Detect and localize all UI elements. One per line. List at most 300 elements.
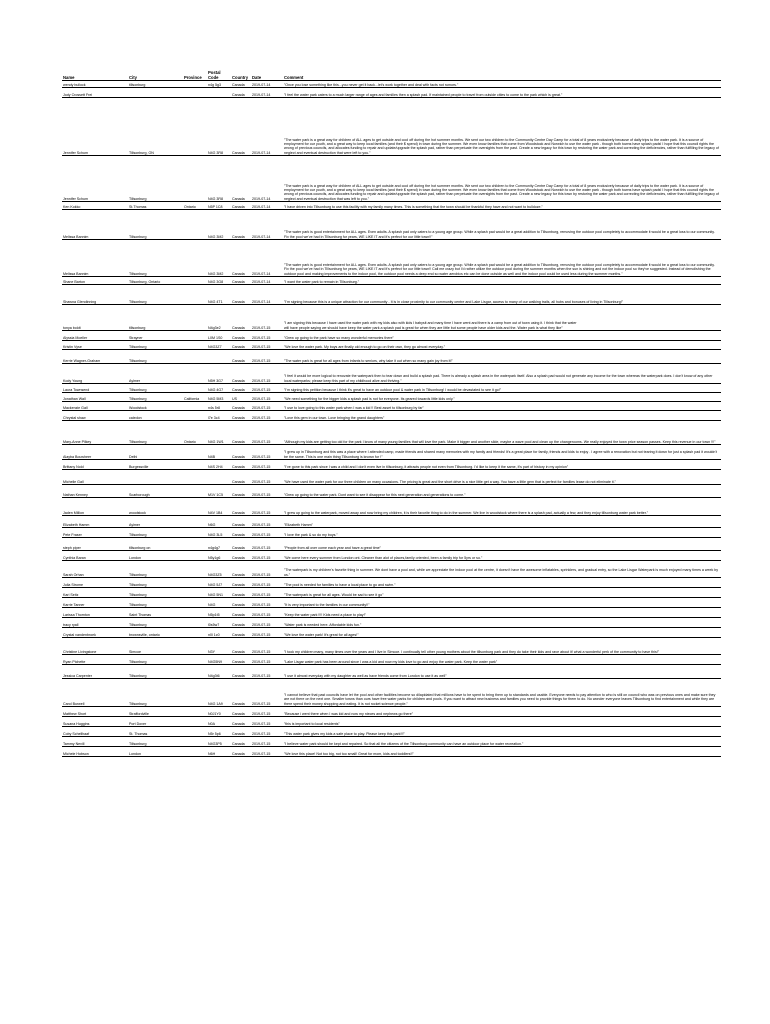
signer-province [183,551,207,561]
signer-comment: "We love the water park! It's great for all ages!" [283,628,721,638]
signature-date: 2019-07-14 [251,156,283,202]
signer-name: wendy bullock [62,81,128,88]
signer-city: Tillsonburg [128,737,183,747]
signer-city: Strayner [128,331,183,341]
signature-date: 2019-07-15 [251,538,283,551]
signer-name: Melissa Bannim [62,210,128,240]
signer-country: Canada [231,618,251,628]
signer-country: Canada [231,285,251,305]
table-row [62,737,721,747]
signer-comment: "I am signing this because I have used the water park with my kids also with kids I babysit and many time I have went and there is a camp from out of town using it. I think that the water will have people saying we should have keep the water park a splash pad is great for when they are little but some people have older kids and the. Water park is what they like" [283,305,721,331]
signature-date: 2019-07-15 [251,655,283,665]
signature-date: 2019-07-14 [251,277,283,285]
signer-comment: "Elizabeth Hamm" [283,516,721,528]
signer-name: Brittany Nold [62,460,128,470]
signer-city [128,88,183,98]
signer-name: Michele Hobson [62,747,128,757]
signature-date: 2019-07-15 [251,516,283,528]
signer-country: Canada [231,717,251,727]
signer-name: Chrystal shaw [62,411,128,421]
signature-date: 2019-07-15 [251,578,283,588]
signature-date: 2019-07-15 [251,551,283,561]
header-country: Country [231,66,251,81]
signer-postal-code: N4G 5J7 [207,578,231,588]
table-row [62,98,721,156]
signer-comment: "I feel it would be more logical to renovate the waterpark then to tear down and build a splash pad. There is already a splash area in the waterpark itself. Also a splash pad would not generate any income for the town whereas the waterpark does. I don't know of any other local waterparks; please keep this part of my childhood alive and thriving." [283,364,721,384]
signature-date: 2019-07-15 [251,707,283,717]
table-row [62,341,721,350]
signer-city: Tillsonburg [128,285,183,305]
signer-postal-code: n4g 5g3 [207,81,231,88]
signature-date: 2019-07-15 [251,350,283,364]
signer-name: Jaden Million [62,498,128,516]
table-row [62,240,721,277]
table-row [62,717,721,727]
signer-city: Tillsonburg [128,528,183,538]
signer-country: Canada [231,470,251,485]
signer-postal-code: N4G [207,598,231,608]
signature-date: 2019-07-15 [251,598,283,608]
signer-name: Tammy Nevill [62,737,128,747]
signer-city: Tillsonburg [128,341,183,350]
signer-province: Ontario [183,202,207,210]
signer-comment: "The water park is a great way for children of ALL ages to get outside and cool off during the hot summer months. We sent our two children to the Community Centre Day Camp for a total of 8 years exclusively because of daily trips to the water park. It is a source of employment for our youth, and a great way to keep local families (and their $ spend) in town during the summer. We even know families that come from Woodstock and Norwich to use the water park - though both towns have splash pads! I hope that this council rights the wrong of previous councils, and allocates funding to repair and update/upgrade the splash pad, rather than perpetuate the oversights from the past. Create a new legacy for this town by restoring the water park and correcting the deficiencies, rather than fulfilling the legacy of neglect and eventual destruction that were left to you." [283,98,721,156]
signer-postal-code: N6G [207,516,231,528]
table-row [62,498,721,516]
signature-date: 2019-07-15 [251,498,283,516]
signer-postal-code: N4g3t6 [207,665,231,679]
signer-comment: "I took my children many, many times over the years and I live in Simcoe. I continually tell other young mothers about the tillsonburg park and they do take their kids and rave about it! what a wonderful perk of the community to have this!" [283,638,721,655]
signer-city: Tillsonburg [128,578,183,588]
signer-name: Kerrie Wagner-Graham [62,350,128,364]
signer-name: Michelle Gall [62,470,128,485]
signature-date: 2019-07-14 [251,285,283,305]
table-row [62,665,721,679]
signer-country: Canada [231,588,251,598]
signer-postal-code: L0M 1S0 [207,331,231,341]
signer-name: Kristin Vyse [62,341,128,350]
signer-country: Canada [231,402,251,411]
signer-name: Alayba Bouwheer [62,445,128,460]
signer-postal-code: N4G5N9 [207,655,231,665]
signer-country: Canada [231,638,251,655]
signer-name: Jessica Carpenter [62,665,128,679]
signer-name: steph piper [62,538,128,551]
signer-country: Canada [231,538,251,551]
signer-comment: "I use to love going to this water park when I was a kid !! Best asset to tillsonburg by far" [283,402,721,411]
signer-comment: "This water park gives my kids a safe place to play. Please keep this park!!!" [283,727,721,737]
signer-name: Pete Fraser [62,528,128,538]
table-row [62,561,721,578]
signer-name: Shawna Glendinning [62,285,128,305]
signer-comment: "Grew up going to the park have so many wonderful memories there" [283,331,721,341]
signature-date: 2019-07-15 [251,727,283,737]
signer-comment: "People from all over come each year and have a great time" [283,538,721,551]
signer-comment: "It is very important to the families in our community!!" [283,598,721,608]
signer-comment: "Grew up going to the water park. Dont want to see it disappear for this next generation and generations to come." [283,485,721,498]
signer-country: Canada [231,421,251,445]
signer-name: Jonathan Wall [62,393,128,402]
signer-province [183,460,207,470]
table-row [62,393,721,402]
signer-city [128,470,183,485]
signer-postal-code: N4G 5N1 [207,588,231,598]
signature-date: 2019-07-15 [251,608,283,618]
signer-city: Tillsonburg [128,588,183,598]
signer-comment: "We come here every summer from London ont. Cleaner than alot of places,family oriented, been a family trip for 5yrs or so." [283,551,721,561]
signature-date: 2019-07-14 [251,202,283,210]
signer-comment: "I have driven into Tillsonburg to use this facility with my family many times. This is something that the town should be thankful they have and not want to bulldoze." [283,202,721,210]
signer-name: Kody Young [62,364,128,384]
signer-name: Shane Barton [62,277,128,285]
table-row [62,421,721,445]
signature-date: 2019-07-15 [251,618,283,628]
signer-province [183,445,207,460]
signer-name: Julia Strome [62,578,128,588]
signer-country: Canada [231,98,251,156]
header-date: Date [251,66,283,81]
signer-country: Canada [231,384,251,393]
signer-comment: "We love the water park. My boys are finally old enough to go on their own, they go almost everyday." [283,341,721,350]
header-province: Province [183,66,207,81]
signer-name: tracy ryall [62,618,128,628]
signer-country: Canada [231,460,251,470]
signer-city: Tillsonburg [128,655,183,665]
signer-postal-code: N4G 4T1 [207,285,231,305]
signer-postal-code: M1V 1C5 [207,485,231,498]
table-row [62,655,721,665]
signer-name: Kari Seitz [62,588,128,598]
signer-postal-code: N4G3Z5 [207,561,231,578]
signer-name: Coby Schellhaaf [62,727,128,737]
signer-city: Tillsonburg [128,421,183,445]
signer-country: Canada [231,578,251,588]
signer-country: Canada [231,240,251,277]
signature-date: 2019-07-15 [251,665,283,679]
signer-city: caledon [128,411,183,421]
signer-postal-code: N5y1g6 [207,551,231,561]
signer-postal-code: N0J1Y0 [207,707,231,717]
signature-date: 2019-07-15 [251,717,283,727]
signer-city: Tillsonburg [128,350,183,364]
signature-date: 2019-07-15 [251,393,283,402]
table-row [62,81,721,88]
signer-city: London [128,551,183,561]
signer-city: Tillsonburg, Ontario [128,277,183,285]
signer-province [183,528,207,538]
signer-country: Canada [231,411,251,421]
signer-province [183,608,207,618]
signer-city: Tillsonburg [128,210,183,240]
signer-comment: "I love the park & so do my boys." [283,528,721,538]
signer-postal-code: N4G 3G8 [207,277,231,285]
signer-country: Canada [231,81,251,88]
signature-date: 2019-07-15 [251,628,283,638]
table-row [62,707,721,717]
signer-city: brownsville, ontario [128,628,183,638]
table-row [62,608,721,618]
signer-country: Canada [231,156,251,202]
signer-province: Ontario [183,421,207,445]
signer-name: Jody Crossett Frei [62,88,128,98]
header-city: City [128,66,183,81]
table-row [62,384,721,393]
signer-postal-code: N4G 1A9 [207,679,231,707]
signer-country: Canada [231,202,251,210]
signer-name: Elizabeth Hamm [62,516,128,528]
signer-name: Crystal vandenbroek [62,628,128,638]
signer-city: Tillsonburg [128,618,183,628]
signer-country: Canada [231,350,251,364]
signature-date: 2019-07-15 [251,421,283,445]
signer-city: Aylmer [128,364,183,384]
signer-name: Ken Kokko [62,202,128,210]
table-row [62,402,721,411]
signature-date: 2019-07-15 [251,460,283,470]
table-row [62,485,721,498]
signer-province [183,679,207,707]
signer-postal-code: N4G3P5 [207,737,231,747]
signature-date: 2019-07-14 [251,88,283,98]
signer-postal-code: N4V 1B4 [207,498,231,516]
signer-city: Simcoe [128,638,183,655]
signer-name: Ryan Pichette [62,655,128,665]
table-row [62,727,721,737]
signer-country: Canada [231,528,251,538]
table-row [62,598,721,608]
signer-comment: "Love this gem in our town. Love bringing the grand daughters" [283,411,721,421]
signer-city: Aylmer [128,516,183,528]
signer-country: Canada [231,331,251,341]
signer-postal-code: N4g3e2 [207,305,231,331]
signer-comment: "The pool is needed for families to have a local place to go and swim." [283,578,721,588]
signature-date: 2019-07-15 [251,638,283,655]
signature-date: 2019-07-15 [251,364,283,384]
header-postal-code: Postal Code [207,66,231,81]
signer-comment: "I feel the water park caters to a much larger range of ages and families then a splash pad. If maintained people to travel from outside cities to come to the park which is great." [283,88,721,98]
signer-country: Canada [231,485,251,498]
signer-country: Canada [231,277,251,285]
signature-date: 2019-07-15 [251,445,283,460]
table-row [62,578,721,588]
signer-province [183,350,207,364]
signer-province [183,98,207,156]
signer-postal-code: n0l 1c0 [207,628,231,638]
signer-country: Canada [231,707,251,717]
signer-name: Mary-Anne Pilkey [62,421,128,445]
signer-name: Melissa Bannim [62,240,128,277]
table-row [62,285,721,305]
signer-name: Larissa Thornton [62,608,128,618]
table-row [62,156,721,202]
signature-date: 2019-07-15 [251,331,283,341]
table-row [62,202,721,210]
signer-province [183,561,207,578]
signature-date: 2019-07-15 [251,561,283,578]
signer-country: Canada [231,445,251,460]
signer-city: Straffordville [128,707,183,717]
signer-comment: "We need something for the bigger kids a splash pad is not for everyone. Its geared towards little kids only." [283,393,721,402]
signer-postal-code: N5H 3G7 [207,364,231,384]
signer-province [183,618,207,628]
signer-province [183,737,207,747]
signer-province [183,628,207,638]
signer-city: London [128,747,183,757]
signer-country: Canada [231,551,251,561]
signer-postal-code: N5r 5p6 [207,727,231,737]
signer-postal-code [207,470,231,485]
signer-country: Canada [231,561,251,578]
signer-comment: "Water park is needed here. Affordable kids fun." [283,618,721,628]
signer-comment: "Although my kids are getting too old for the park I know of many young families that will love the park. Make it bigger and another slide, maybe a wave pool and clean up the changerooms. We really enjoyed the town price season passes. Keep this revenue in our town !!!" [283,421,721,445]
signature-date: 2019-07-14 [251,240,283,277]
signer-name: tonya boldt [62,305,128,331]
signer-country: Canada [231,88,251,98]
signer-comment: "I grew up going to the waterpark, moved away and now bring my children, it is their favorite thing to do in the summer. We live in woodstock where there is a splash pad, actually a few, and they enjoy tillsonburg water park better." [283,498,721,516]
signer-postal-code: N4G3Z7 [207,341,231,350]
signer-province [183,331,207,341]
signer-city: Tillsonburg [128,156,183,202]
signer-postal-code: N4G 3M2 [207,240,231,277]
signer-province [183,588,207,598]
header-comment: Comment [283,66,721,81]
signature-date: 2019-07-15 [251,485,283,498]
signer-comment: "The waterpark is my children's favorite thing in summer. We dont have a pool and, while we appreciate the indoor pool at the centre, it doesn't have the awesome inflatables, sprinklers, and gradual entry, so the Lake Lisgar Waterpark is much enjoyed many times a week by us." [283,561,721,578]
table-row [62,618,721,628]
header-name: Name [62,66,128,81]
signer-province: California [183,393,207,402]
signer-postal-code: N6H [207,747,231,757]
signer-postal-code: N5p1t5 [207,608,231,618]
table-row [62,350,721,364]
signer-country: Canada [231,516,251,528]
signer-country: Canada [231,364,251,384]
table-row [62,364,721,384]
signer-country: Canada [231,598,251,608]
signer-province [183,516,207,528]
signer-country: Canada [231,747,251,757]
signer-comment: "The water park is a great way for children of ALL ages to get outside and cool off during the hot summer months. We sent our two children to the Community Centre Day Camp for a total of 8 years exclusively because of daily trips to the water park. It is a source of employment for our youth, and a great way to keep local families (and their $ spend) in town during the summer. We even know families that come from Woodstock and Norwich to use the water park - though both towns have splash pads! I hope that this council rights the wrong of previous councils, and allocates funding to repair and update/upgrade the splash pad, rather than perpetuate the oversights from the past. Create a new legacy for this town by restoring the water park and correcting the deficiencies, rather than fulfilling the legacy of neglect and eventual destruction that was left to you." [283,156,721,202]
signer-name: Cynthia Baran [62,551,128,561]
signer-comment: "I'm signing because this is a unique attraction for our community - It is in close proximity to our community centre and Lake Lisgar, access to many of our walking trails, all hubs and bonuses of living in Tillsonburg!" [283,285,721,305]
table-row [62,528,721,538]
signer-city: Woodstock [128,402,183,411]
signer-province [183,747,207,757]
signer-comment: "Because i went there when I was kid and now my nieces and nephews go there" [283,707,721,717]
signer-city: tillsonburg [128,81,183,88]
signature-date: 2019-07-15 [251,402,283,411]
signer-comment: "The water park is great for all ages from infants to seniors, why take it out when so many gain joy from it!" [283,350,721,364]
signature-date: 2019-07-15 [251,737,283,747]
signature-date: 2019-07-15 [251,470,283,485]
signer-comment: "The water park is good entertainment for ALL ages. Even adults. A splash pad only caters to a young age group. While a splash pad would be a great addition to Tillsonburg, removing the outdoor pool completely to accommodate it would be a great loss to our community. Fix the pool we've had in Tillsonburg for years, WE LIKE IT and it's perfect for our little town!!" [283,210,721,240]
signatures-sheet [62,66,721,757]
signer-province [183,384,207,393]
signature-date: 2019-07-15 [251,341,283,350]
signer-name: Jennifer Schum [62,156,128,202]
signer-province [183,578,207,588]
signer-city: Port Dover [128,717,183,727]
signer-postal-code [207,88,231,98]
table-row [62,277,721,285]
signer-postal-code: N5P 1C8 [207,202,231,210]
signer-comment: "I believe water park should be kept and repaired. So that all the citizens of the Tillsonburg community can have an outdoor place for water recreation." [283,737,721,747]
table-row [62,445,721,460]
signer-country: Canada [231,498,251,516]
signer-country: Canada [231,665,251,679]
signer-comment: "I want the water park to remain in Tillsonburg." [283,277,721,285]
signer-comment: "The waterpark is great for all ages. Would be sad to see it go" [283,588,721,598]
signer-city: tillsonburg [128,305,183,331]
signatures-table [62,66,721,757]
table-row [62,638,721,655]
signer-name: Jennifer Schum [62,98,128,156]
signature-date: 2019-07-15 [251,384,283,393]
signer-comment: "We have used the water park for our three children on many occasions. The pricing is great and the short drive is a nice little get a way. You have a little gem that is perfect for families lease do not eliminate it." [283,470,721,485]
signer-province [183,655,207,665]
header-row [62,66,721,81]
signer-name: Alyssia Moeller [62,331,128,341]
signer-province [183,88,207,98]
signer-name: Karrie Tanner [62,598,128,608]
signer-comment: "Once you lose something like this...you never get it back...let's work together and deal with facts not rumors." [283,81,721,88]
signer-postal-code: N4G 3L5 [207,528,231,538]
signature-date: 2019-07-15 [251,528,283,538]
signer-city: Tillsonburg, ON [128,98,183,156]
signer-postal-code: l7e 3c4 [207,411,231,421]
signer-province [183,498,207,516]
signer-city: tillsonburg on [128,538,183,551]
signer-province [183,538,207,551]
signer-province [183,156,207,202]
signer-postal-code: N4G 3R8 [207,156,231,202]
signature-date: 2019-07-14 [251,98,283,156]
signer-province [183,305,207,331]
signature-date: 2019-07-14 [251,210,283,240]
signer-country: Canada [231,628,251,638]
table-row [62,538,721,551]
signer-province [183,277,207,285]
signer-country: Canada [231,679,251,707]
signer-province [183,402,207,411]
table-row [62,628,721,638]
signer-name: Susana Huggins [62,717,128,727]
signer-name: Laura Townsend [62,384,128,393]
signer-province [183,285,207,305]
table-row [62,305,721,331]
signer-city: Tillsonburg [128,240,183,277]
signer-province [183,485,207,498]
signer-name: Nathan Kenney [62,485,128,498]
signer-city: Tillsonburg [128,665,183,679]
signer-city: Scarborough [128,485,183,498]
signer-country: Canada [231,210,251,240]
signer-comment: "I grew up in Tillsonburg and this was a place where I attended camp, made friends and shared many memories with my family and friends! It's a great place for family, friends and kids to enjoy . I agree with a renovation but not tearing it down for just a splash pad it wouldn't be the same. This is one main thing Tillsonburg is known for !" [283,445,721,460]
signer-city: Saint Thomas [128,608,183,618]
signer-postal-code: N4B [207,445,231,460]
signer-city: Tillsonburg [128,561,183,578]
signer-postal-code: N4G 4G7 [207,384,231,393]
table-row [62,747,721,757]
table-row [62,331,721,341]
signer-city: Tillsonburg [128,598,183,608]
signer-province [183,81,207,88]
signer-province [183,364,207,384]
table-row [62,516,721,528]
signer-country: Canada [231,341,251,350]
table-row [62,470,721,485]
signer-province [183,717,207,727]
